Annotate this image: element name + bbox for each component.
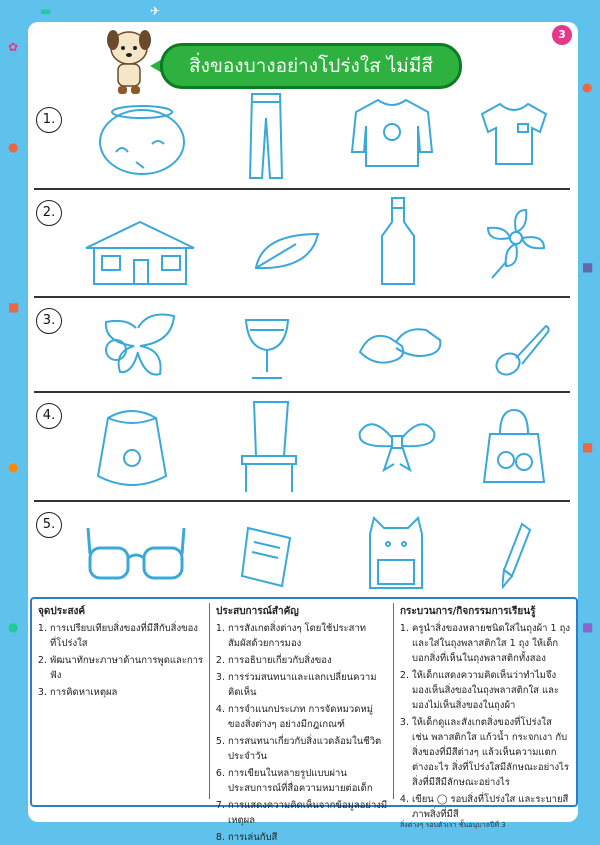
objectives-column — [32, 599, 208, 805]
row-number-2: 2. — [36, 200, 62, 226]
leaf-icon[interactable] — [252, 230, 322, 272]
objective-item: 3. การคิดหาเหตุผล — [50, 685, 204, 700]
blouse-icon[interactable] — [478, 100, 550, 168]
wine-glass-icon[interactable] — [242, 316, 292, 382]
footer-text: สิ่งต่างๆ รอบตัวเรา ชั้นอนุบาลปีที่ 3 — [400, 821, 506, 829]
row-divider — [34, 296, 570, 298]
row-divider — [34, 188, 570, 190]
glass-bottle-icon[interactable] — [378, 196, 418, 288]
row-number-3: 3. — [36, 308, 62, 334]
pants-icon[interactable] — [248, 92, 284, 180]
fishbowl-icon[interactable] — [96, 96, 188, 178]
house-icon[interactable] — [66, 218, 214, 288]
car-deco-icon: ■ — [8, 300, 20, 314]
shoes-icon[interactable] — [356, 322, 444, 374]
objective-item: 2. พัฒนาทักษะภาษาด้านการพูดและการฟัง — [50, 653, 204, 683]
activities-column — [394, 599, 574, 820]
experience-item: 3. การร่วมสนทนาและแลกเปลี่ยนความคิดเห็น — [228, 670, 388, 700]
cake-deco-icon: ● — [8, 140, 19, 154]
flower-deco-icon: ✿ — [8, 40, 19, 54]
pencil-icon[interactable] — [502, 520, 534, 590]
apple-deco-icon: ● — [582, 80, 593, 94]
experience-item: 4. การจำแนกประเภท การจัดหมวดหมู่ของสิ่งต่างๆ อย่างมีกฎเกณฑ์ — [228, 702, 388, 732]
row-number-5: 5. — [36, 512, 62, 538]
flower-icon[interactable] — [482, 206, 548, 280]
row-divider — [34, 391, 570, 393]
row-number-1: 1. — [36, 107, 62, 133]
activities-heading: กระบวนการ/กิจกรรมการเรียนรู้ — [400, 606, 536, 617]
car-top-deco-icon: ▬ — [40, 4, 52, 18]
plastic-bag-icon[interactable] — [480, 404, 548, 488]
experience-item: 5. การสนทนาเกี่ยวกับสิ่งแวดล้อมในชีวิตประจำวัน — [228, 734, 388, 764]
phone-deco-icon: ■ — [582, 260, 594, 274]
experience-item: 2. การอธิบายเกี่ยวกับสิ่งของ — [228, 653, 388, 668]
fruit-deco-icon: ● — [8, 460, 19, 474]
page-title: สิ่งของบางอย่างโปร่งใส ไม่มีสี — [160, 43, 462, 89]
objectives-heading: จุดประสงค์ — [38, 606, 86, 617]
experience-item: 7. การแสดงความคิดเห็นจากข้อมูลอย่างมีเหตุผล — [228, 798, 388, 828]
activity-item: 2. ให้เด็กแสดงความคิดเห็นว่าทำไมจึงมองเห็นสิ่งของในถุงพลาสติกใส และมองไม่เห็นสิ่งของในถุงผ้า — [412, 668, 570, 713]
activity-item: 1. ครูนำสิ่งของหลายชนิดใส่ในถุงผ้า 1 ถุง และใส่ในถุงพลาสติกใส 1 ถุง ให้เด็กบอกสิ่งที่เห็นในถุงพลาสติกทั้งสอง — [412, 621, 570, 666]
balloon-deco-icon: ● — [8, 620, 19, 634]
bus-deco-icon: ■ — [582, 440, 594, 454]
key-experiences-column — [210, 599, 392, 843]
backpack-icon[interactable] — [364, 514, 428, 594]
glasses-icon[interactable] — [86, 524, 186, 586]
spoon-icon[interactable] — [494, 320, 550, 380]
objective-item: 1. การเปรียบเทียบสิ่งของที่มีสีกับสิ่งของที่โปร่งใส — [50, 621, 204, 651]
page-number: 3 — [552, 25, 572, 45]
activity-item: 3. ให้เด็กดูและสังเกตสิ่งของที่โปร่งใส เช่น พลาสติกใส แก้วน้ำ กระจกเงา กับสิ่งของที่มีสีต่างๆ แล้วเห็นความแตกต่างอะไร สิ่งที่โปร่งใสมีลักษณะอย่างไร สิ่งที่มีสีมีลักษณะอย่างไร — [412, 715, 570, 790]
activity-item: 4. เขียน ◯ รอบสิ่งที่โปร่งใส และระบายสีภาพสิ่งที่มีสี — [412, 792, 570, 822]
bird-deco-icon: ✈ — [150, 4, 161, 18]
sweater-icon[interactable] — [350, 96, 434, 168]
experience-item: 8. การเล่นกับสี — [228, 830, 388, 845]
chair-icon[interactable] — [238, 398, 300, 494]
experience-item: 6. การเขียนในหลายรูปแบบผ่านประสบการณ์ที่สื่อความหมายต่อเด็ก — [228, 766, 388, 796]
book-icon[interactable] — [238, 524, 294, 590]
row-number-4: 4. — [36, 403, 62, 429]
experience-item: 1. การสังเกตสิ่งต่างๆ โดยใช้ประสาทสัมผัสด้วยการมอง — [228, 621, 388, 651]
row-divider — [34, 500, 570, 502]
bow-icon[interactable] — [356, 418, 438, 472]
butterfly-icon[interactable] — [96, 310, 178, 382]
dog-mascot-icon — [104, 28, 154, 96]
drawstring-bag-icon[interactable] — [90, 404, 174, 490]
book-deco-icon: ■ — [582, 620, 594, 634]
key-experiences-heading: ประสบการณ์สำคัญ — [216, 606, 299, 617]
